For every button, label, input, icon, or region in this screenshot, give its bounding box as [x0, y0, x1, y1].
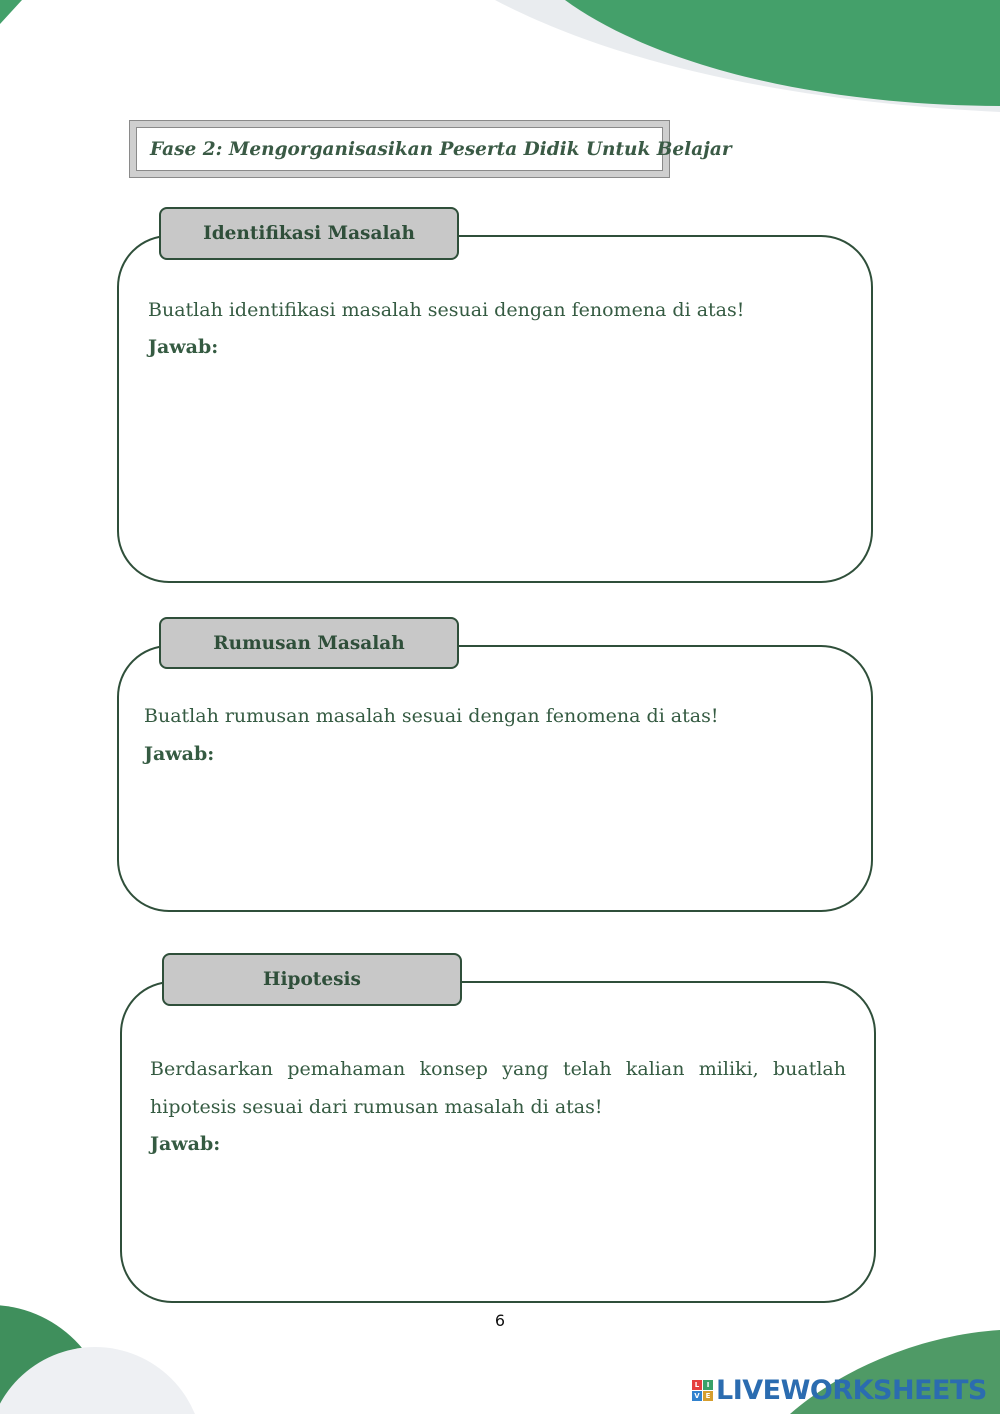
liveworksheets-mark-icon: [692, 1380, 713, 1401]
hipotesis-prompt: Berdasarkan pemahaman konsep yang telah kalian miliki, buatlah hipotesis sesuai dari rumusan masalah di atas!: [150, 1058, 846, 1118]
hipotesis-card: [120, 981, 876, 1303]
brand-mark-letter: I: [703, 1380, 713, 1390]
liveworksheets-wordmark: LIVEWORKSHEETS: [716, 1374, 987, 1406]
top-left-green-shape: [0, 0, 22, 24]
hipotesis-tab: Hipotesis: [162, 953, 462, 1006]
rumusan-prompt: Buatlah rumusan masalah sesuai dengan fenomena di atas!: [144, 705, 719, 727]
phase-title: Fase 2: Mengorganisasikan Peserta Didik Untuk Belajar: [136, 127, 663, 171]
brand-mark-letter: E: [703, 1391, 713, 1401]
identifikasi-prompt: Buatlah identifikasi masalah sesuai dengan fenomena di atas!: [148, 299, 745, 321]
identifikasi-tab: Identifikasi Masalah: [159, 207, 459, 260]
identifikasi-answer-label: Jawab:: [148, 336, 219, 358]
rumusan-card: [117, 645, 873, 912]
hipotesis-answer-label: Jawab:: [150, 1133, 221, 1155]
identifikasi-card: [117, 235, 873, 583]
rumusan-tab: Rumusan Masalah: [159, 617, 459, 669]
brand-mark-letter: L: [692, 1380, 702, 1390]
phase-title-box: [129, 120, 732, 178]
page-number: 6: [494, 1311, 506, 1330]
rumusan-answer-label: Jawab:: [144, 743, 215, 765]
brand-mark-letter: V: [692, 1391, 702, 1401]
liveworksheets-logo[interactable]: [692, 1373, 987, 1407]
